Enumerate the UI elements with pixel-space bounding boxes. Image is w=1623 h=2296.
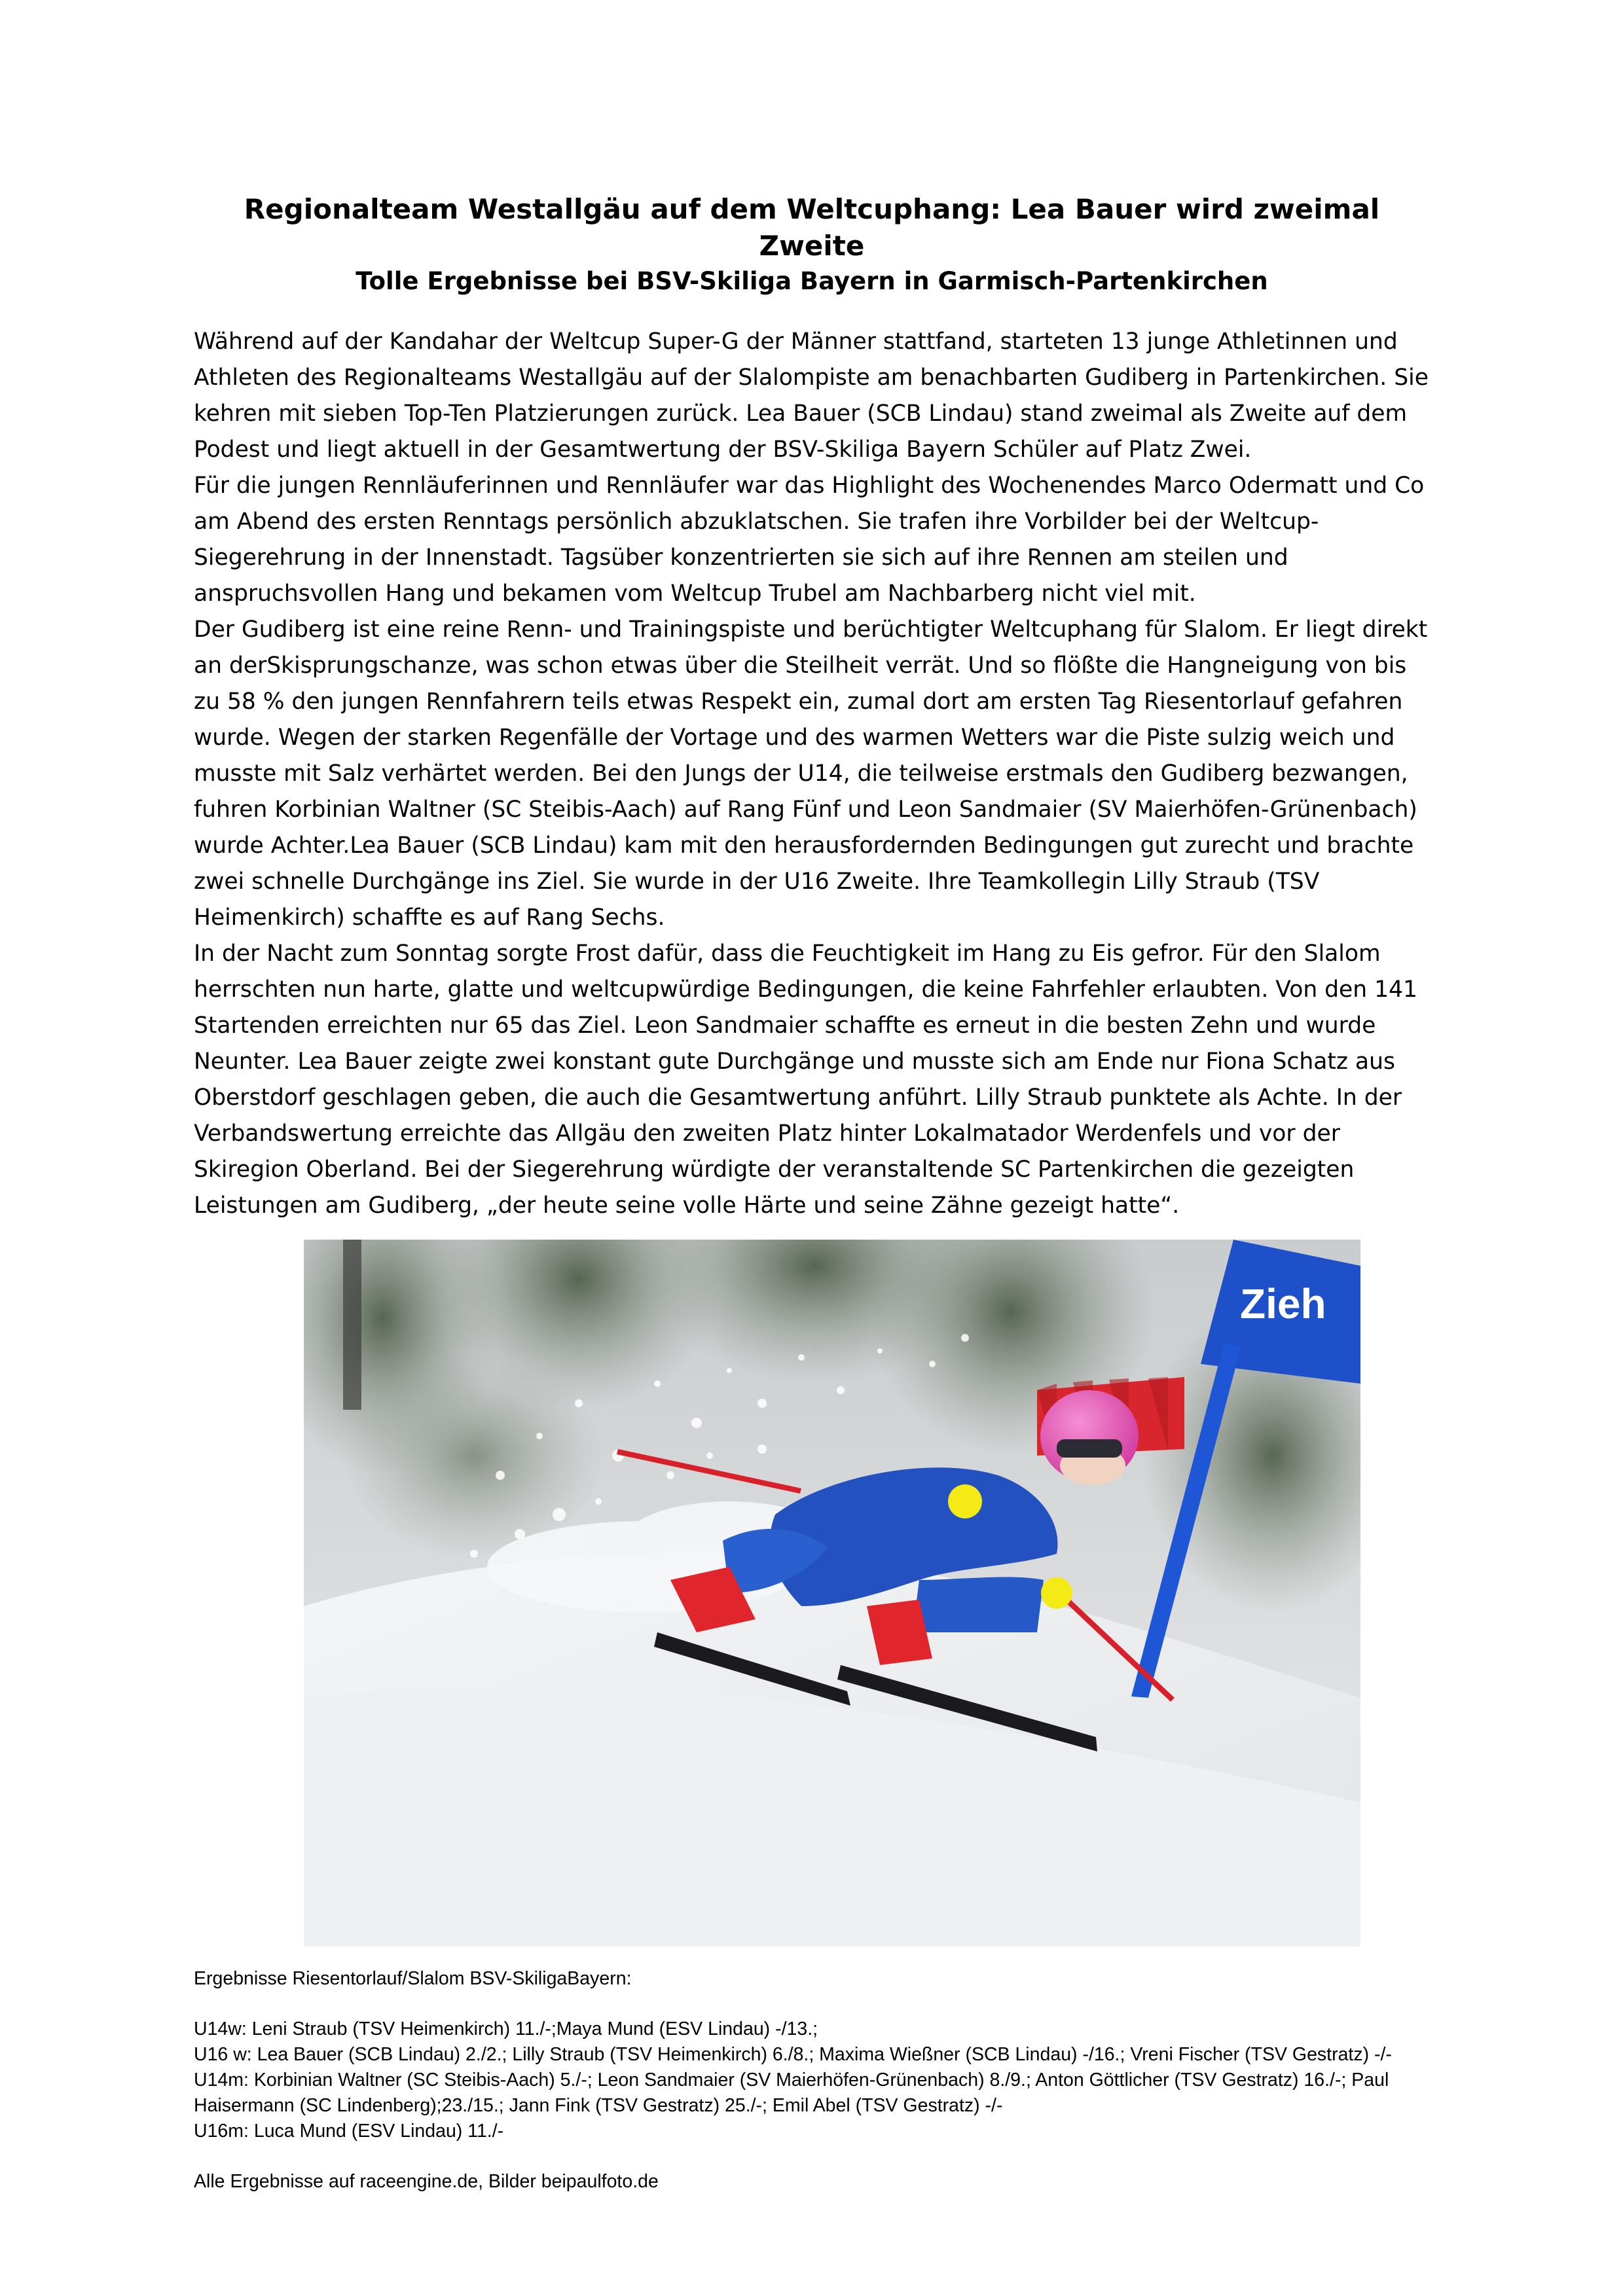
- paragraph-1: Während auf der Kandahar der Weltcup Super-G der Männer stattfand, starteten 13 junge Athletinnen und Athleten des Regionalteams Westallgäu auf der Slalompiste am benachbarten Gudiberg in Partenkirchen. Sie kehren mit sieben Top-Ten Platzierungen zurück. Lea Bauer (SCB Lindau) stand zweimal als Zweite auf dem Podest und liegt aktuell in der Gesamtwertung der BSV-Skiliga Bayern Schüler auf Platz Zwei.: [194, 329, 1429, 463]
- results-line-u14m: U14m: Korbinian Waltner (SC Steibis-Aach) 5./-; Leon Sandmaier (SV Maierhöfen-Grünenbach) 8./9.; Anton Göttlicher (TSV Gestratz) 16./-; Paul Haisermann (SC Lindenberg);23./15.; Jann Fink (TSV Gestratz) 25./-; Emil Abel (TSV Gestratz) -/-: [194, 2070, 1389, 2116]
- results-footer: Alle Ergebnisse auf raceengine.de, Bilder beipaulfoto.de: [194, 2171, 659, 2192]
- results-line-u16w: U16 w: Lea Bauer (SCB Lindau) 2./2.; Lilly Straub (TSV Heimenkirch) 6./8.; Maxima Wießner (SCB Lindau) -/16.; Vreni Fischer (TSV Gestratz) -/-: [194, 2044, 1392, 2065]
- skier-photo: [304, 1240, 1360, 1946]
- results-heading: Ergebnisse Riesentorlauf/Slalom BSV-SkiligaBayern:: [194, 1968, 632, 1989]
- paragraph-4: In der Nacht zum Sonntag sorgte Frost dafür, dass die Feuchtigkeit im Hang zu Eis gefror. Für den Slalom herrschten nun harte, glatte und weltcupwürdige Bedingungen, die keine Fahrfehler erlaubten. Von den 141 Startenden erreichten nur 65 das Ziel. Leon Sandmaier schaffte es erneut in die besten Zehn und wurde Neunter. Lea Bauer zeigte zwei konstant gute Durchgänge und musste sich am Ende nur Fiona Schatz aus Oberstdorf geschlagen geben, die auch die Gesamtwertung anführt. Lilly Straub punktete als Achte. In der Verbandswertung erreichte das Allgäu den zweiten Platz hinter Lokalmatador Werdenfels und vor der Skiregion Oberland. Bei der Siegerehrung würdigte der veranstaltende SC Partenkirchen die gezeigten Leistungen am Gudiberg, „der heute seine volle Härte und seine Zähne gezeigt hatte“.: [194, 941, 1417, 1219]
- results-line-u16m: U16m: Luca Mund (ESV Lindau) 11./-: [194, 2121, 504, 2142]
- paragraph-2: Für die jungen Rennläuferinnen und Rennläufer war das Highlight des Wochenendes Marco Odermatt und Co am Abend des ersten Renntags persönlich abzuklatschen. Sie trafen ihre Vorbilder bei der Weltcup-Siegerehrung in der Innenstadt. Tagsüber konzentrierten sie sich auf ihre Rennen am steilen und anspruchsvollen Hang und bekamen vom Weltcup Trubel am Nachbarberg nicht viel mit.: [194, 473, 1425, 607]
- article-subtitle: Tolle Ergebnisse bei BSV-Skiliga Bayern in Garmisch-Partenkirchen: [356, 267, 1268, 295]
- paragraph-3: Der Gudiberg ist eine reine Renn- und Trainingspiste und berüchtigter Weltcuphang für Slalom. Er liegt direkt an derSkisprungschanze, was schon etwas über die Steilheit verrät. Und so flößte die Hangneigung von bis zu 58 % den jungen Rennfahrern teils etwas Respekt ein, zumal dort am ersten Tag Riesentorlauf gefahren wurde. Wegen der starken Regenfälle der Vortage und des warmen Wetters war die Piste sulzig weich und musste mit Salz verhärtet werden. Bei den Jungs der U14, die teilweise erstmals den Gudiberg bezwangen, fuhren Korbinian Waltner (SC Steibis-Aach) auf Rang Fünf und Leon Sandmaier (SV Maierhöfen-Grünenbach) wurde Achter.Lea Bauer (SCB Lindau) kam mit den herausfordernden Bedingungen gut zurecht und brachte zwei schnelle Durchgänge ins Ziel. Sie wurde in der U16 Zweite. Ihre Teamkollegin Lilly Straub (TSV Heimenkirch) schaffte es auf Rang Sechs.: [194, 617, 1428, 931]
- article-title: Regionalteam Westallgäu auf dem Weltcuphang: Lea Bauer wird zweimal Zweite: [244, 193, 1380, 262]
- results-section: [194, 1966, 1438, 2195]
- article-body: [194, 324, 1438, 1224]
- title-block: [194, 191, 1430, 298]
- banner-text: Zieh: [1240, 1280, 1326, 1327]
- results-line-u14w: U14w: Leni Straub (TSV Heimenkirch) 11./-;Maya Mund (ESV Lindau) -/13.;: [194, 2018, 818, 2039]
